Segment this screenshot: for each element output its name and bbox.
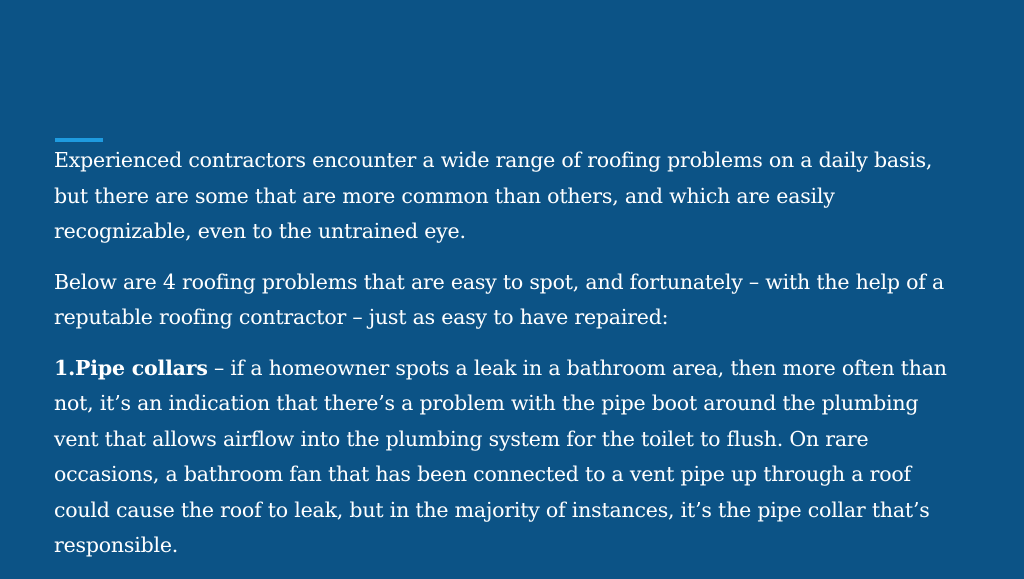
list-item-text: – if a homeowner spots a leak in a bathroom area, then more often than not, it’s an indication that there’s a problem with the pipe boot around the plumbing vent that allows airflow into the plumbing system for the toilet to flush. On rare occasions, a bathroom fan that has been connected to a vent pipe up through a roof could cause the roof to leak, but in the majority of instances, it’s the pipe collar that’s responsible.: [54, 355, 947, 557]
intro-paragraph: Experienced contractors encounter a wide range of roofing problems on a daily basis, but there are some that are more common than others, and which are easily recognizable, even to the untrained eye.: [54, 148, 933, 243]
accent-bar: [55, 138, 103, 142]
list-item-number: 1.: [54, 355, 76, 380]
list-item-pipe-collars: [54, 351, 954, 564]
slide-body: [54, 143, 954, 579]
list-item-title: Pipe collars: [75, 355, 208, 380]
list-intro-paragraph: Below are 4 roofing problems that are easy to spot, and fortunately – with the help of a reputable roofing contractor – just as easy to have repaired:: [54, 269, 945, 329]
